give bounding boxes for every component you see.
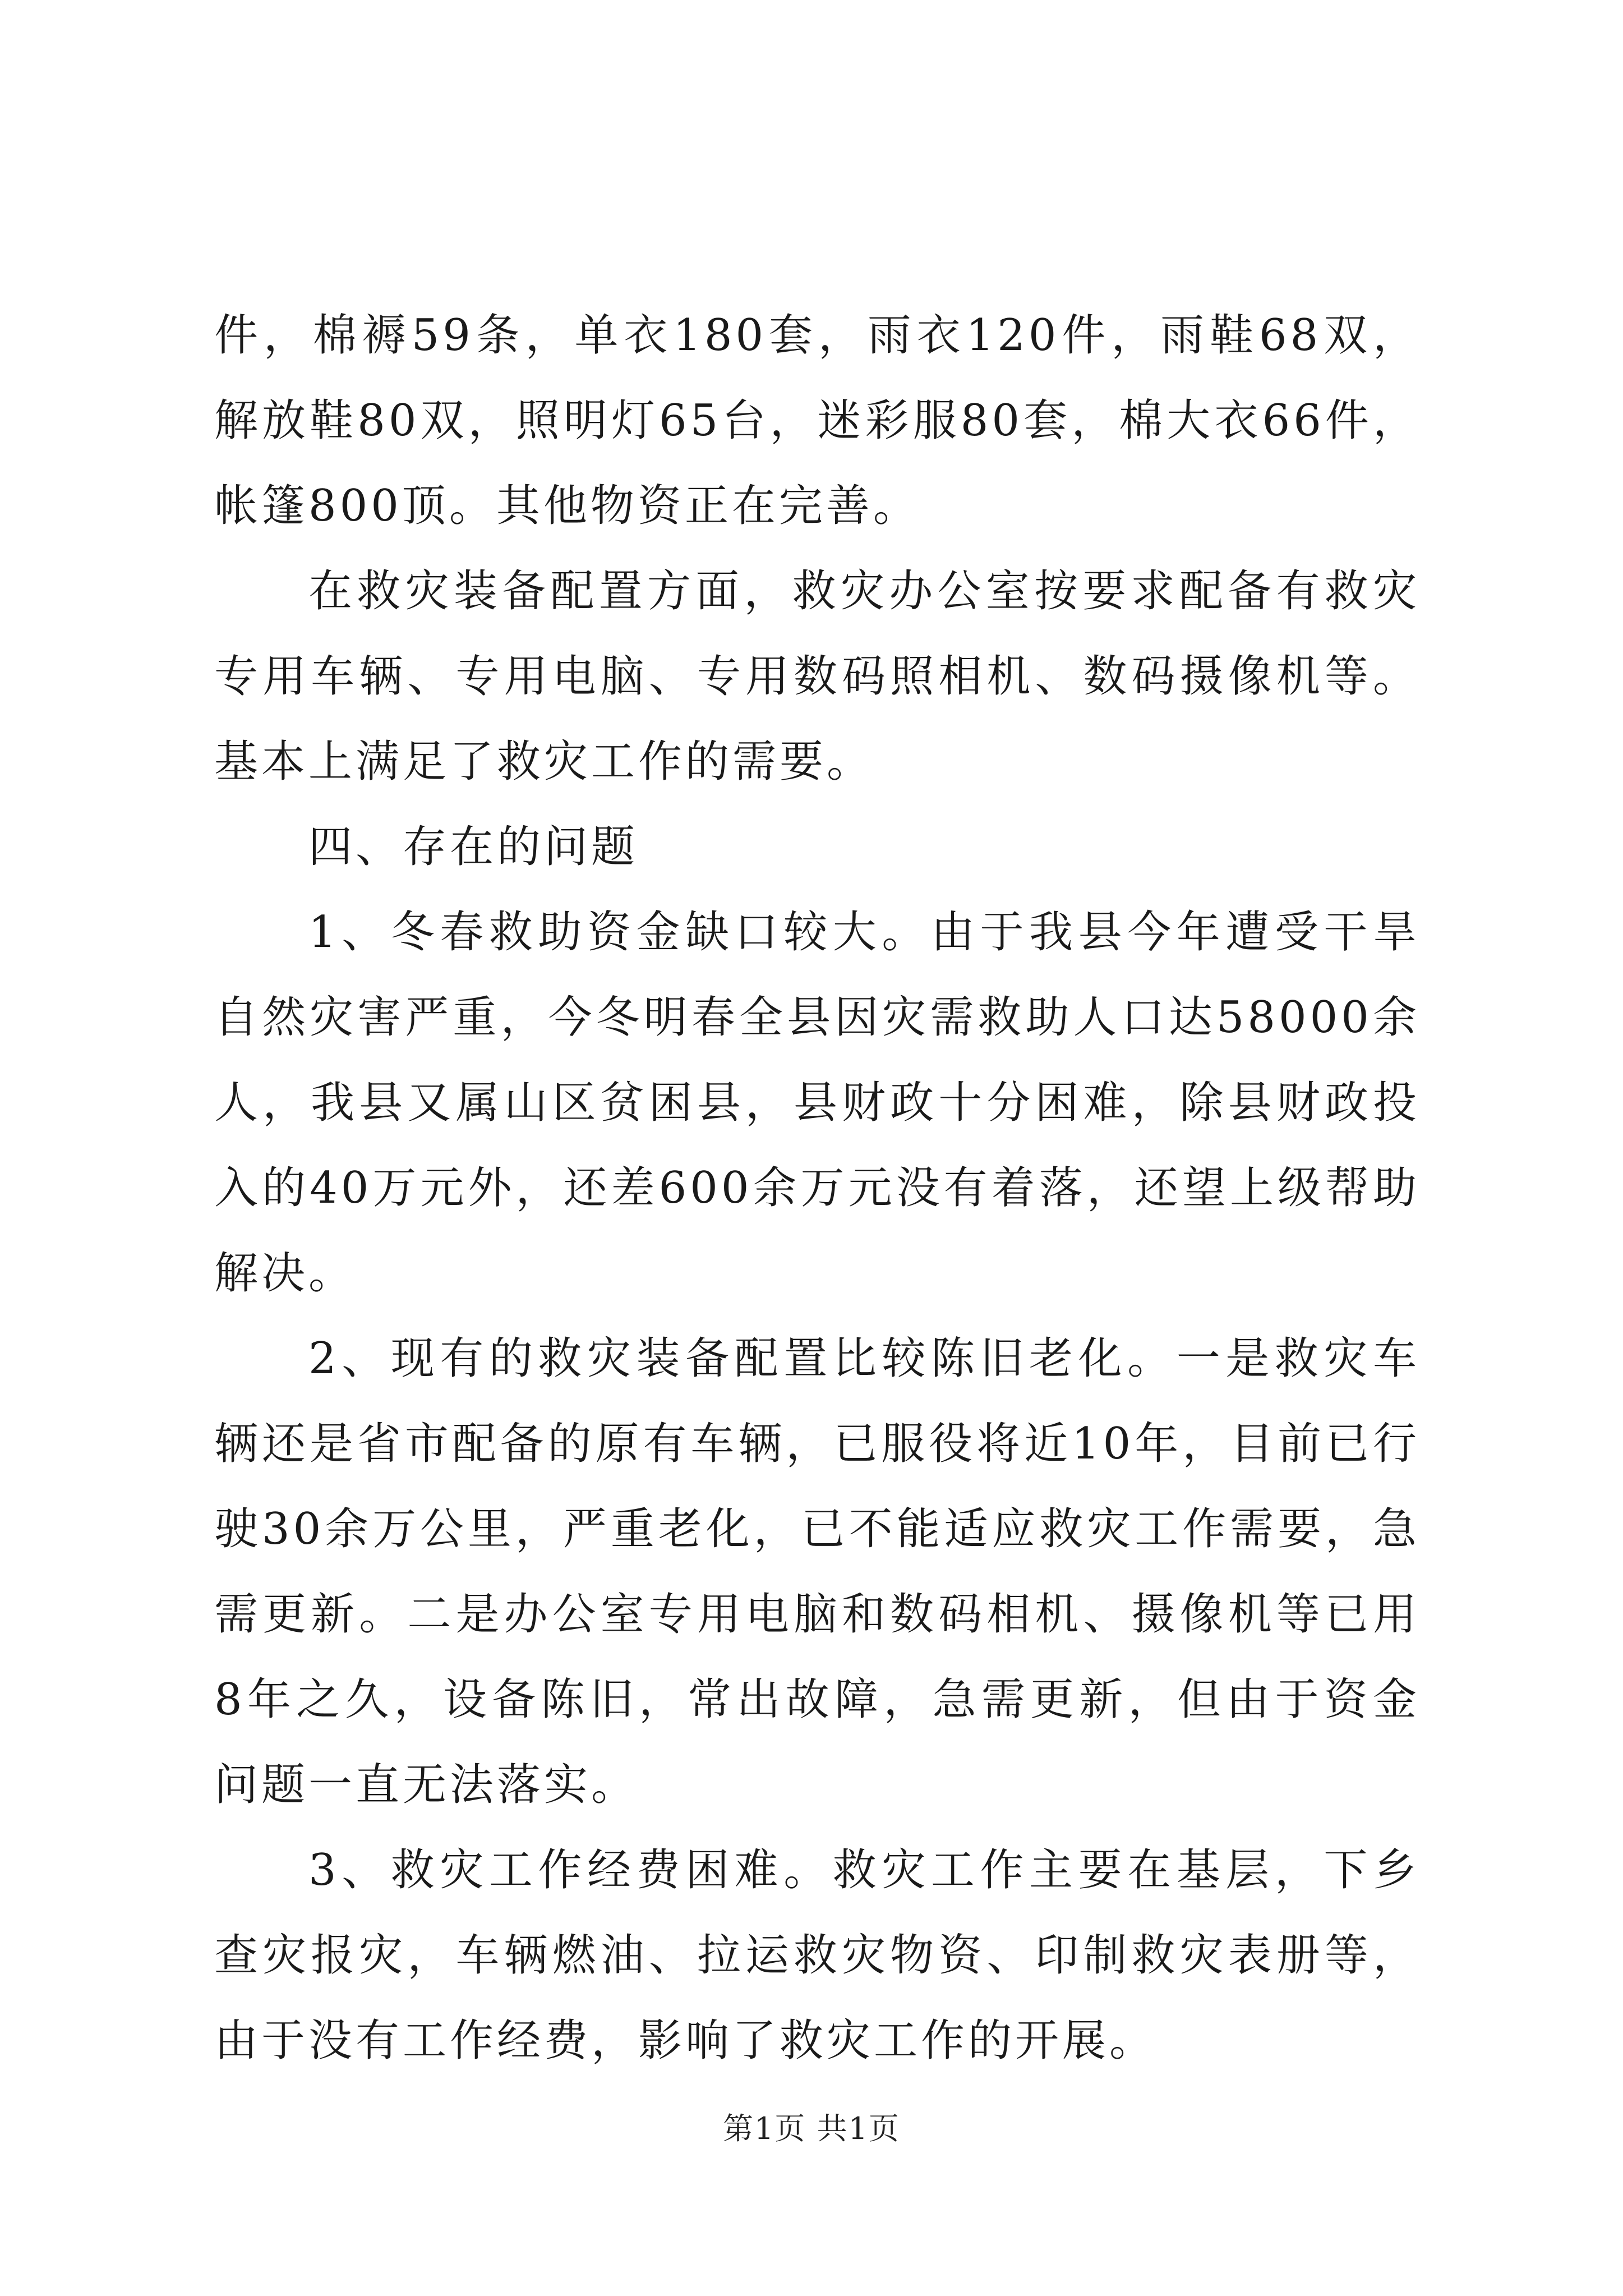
paragraph-problem-3: 3、救灾工作经费困难。救灾工作主要在基层，下乡查灾报灾，车辆燃油、拉运救灾物资、印制救灾表册等，由于没有工作经费，影响了救灾工作的开展。 — [214, 1845, 1420, 2066]
page-number-footer: 第1页 共1页 — [723, 2111, 900, 2146]
paragraph-problem-2: 2、现有的救灾装备配置比较陈旧老化。一是救灾车辆还是省市配备的原有车辆，已服役将近10年，目前已行驶30余万公里，严重老化，已不能适应救灾工作需要，急需更新。二是办公室专用电脑和数码相机、摄像机等已用8年之久，设备陈旧，常出故障，急需更新，但由于资金问题一直无法落实。 — [214, 1333, 1420, 1810]
document-body — [214, 293, 1420, 2083]
paragraph-equipment: 在救灾装备配置方面，救灾办公室按要求配备有救灾专用车辆、专用电脑、专用数码照相机、数码摄像机等。基本上满足了救灾工作的需要。 — [214, 566, 1420, 787]
section-heading-problems: 四、存在的问题 — [308, 822, 639, 872]
paragraph-problem-1: 1、冬春救助资金缺口较大。由于我县今年遭受干旱自然灾害严重，今冬明春全县因灾需救助人口达58000余人，我县又属山区贫困县，县财政十分困难，除县财政投入的40万元外，还差600余万元没有着落，还望上级帮助解决。 — [214, 907, 1420, 1299]
paragraph-supplies-list: 件，棉褥59条，单衣180套，雨衣120件，雨鞋68双，解放鞋80双，照明灯65台，迷彩服80套，棉大衣66件，帐篷800顶。其他物资正在完善。 — [214, 310, 1420, 531]
